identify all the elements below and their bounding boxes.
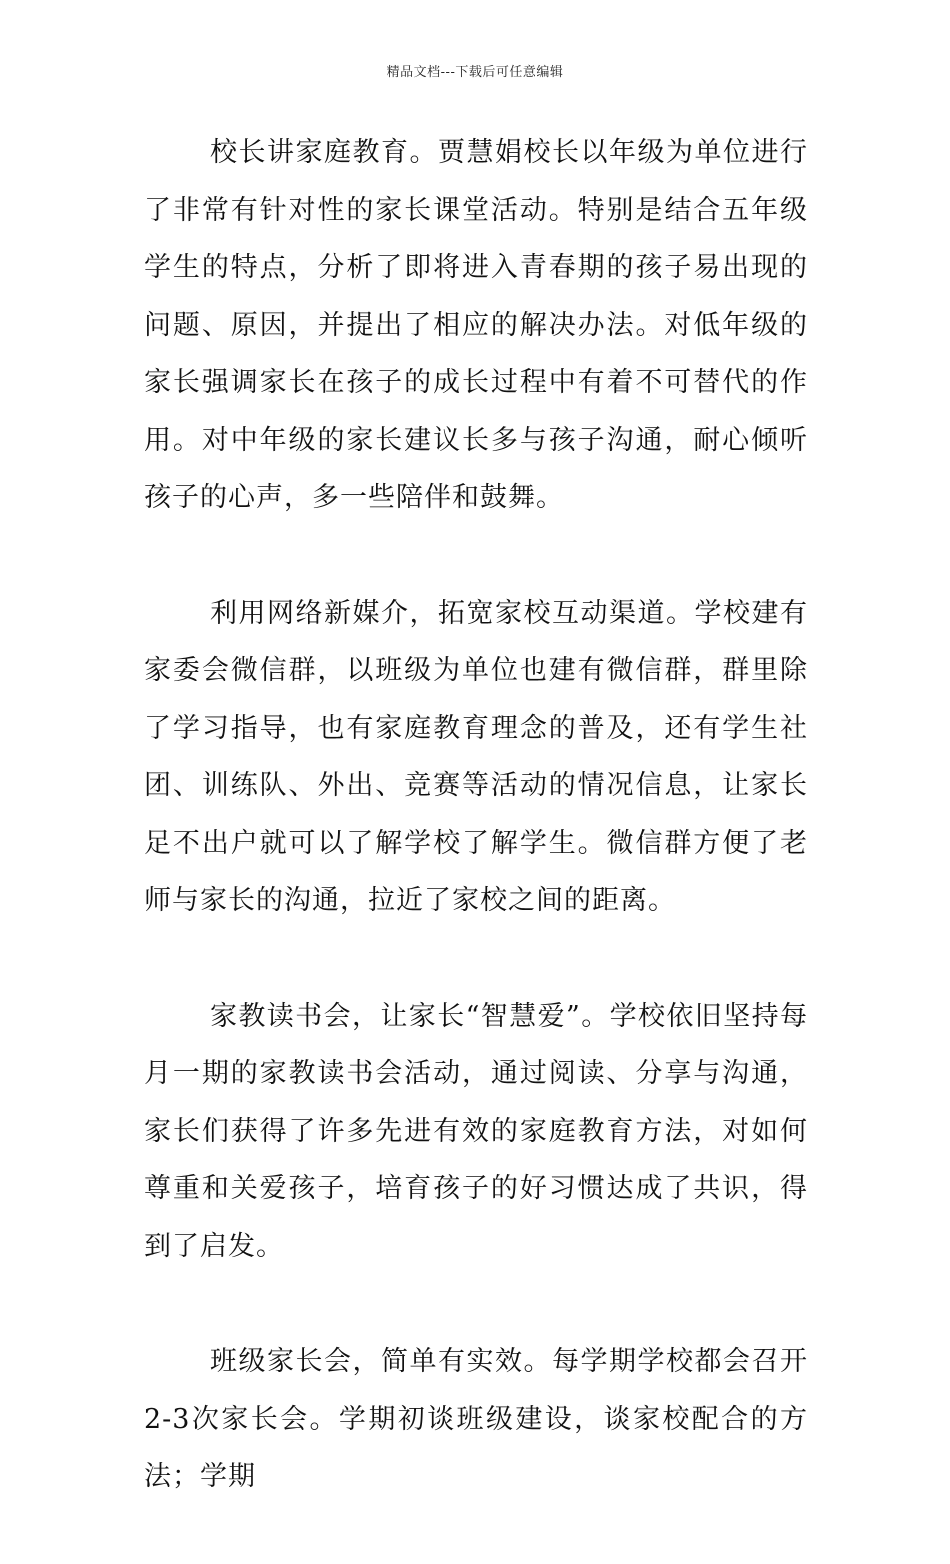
page-header: 精品文档---下载后可任意编辑 — [386, 65, 564, 80]
document-body — [144, 124, 808, 1564]
paragraph-principal-family-education: 校长讲家庭教育。贾慧娟校长以年级为单位进行了非常有针对性的家长课堂活动。特别是结合五年级学生的特点，分析了即将进入青春期的孩子易出现的问题、原因，并提出了相应的解决办法。对低年级的家长强调家长在孩子的成长过程中有着不可替代的作用。对中年级的家长建议长多与孩子沟通，耐心倾听孩子的心声，多一些陪伴和鼓舞。 — [144, 137, 808, 513]
paragraph-reading-club: 家教读书会，让家长“智慧爱”。学校依旧坚持每月一期的家教读书会活动，通过阅读、分享与沟通，家长们获得了许多先进有效的家庭教育方法，对如何尊重和关爱孩子，培育孩子的好习惯达成了共识，得到了启发。 — [144, 1000, 808, 1262]
paragraph-class-parent-meeting: 班级家长会，简单有实效。每学期学校都会召开2-3次家长会。学期初谈班级建设，谈家校配合的方法；学期 — [144, 1346, 808, 1492]
paragraph-network-media: 利用网络新媒介，拓宽家校互动渠道。学校建有家委会微信群，以班级为单位也建有微信群，群里除了学习指导，也有家庭教育理念的普及，还有学生社团、训练队、外出、竞赛等活动的情况信息，让家长足不出户就可以了解学校了解学生。微信群方便了老师与家长的沟通，拉近了家校之间的距离。 — [144, 597, 808, 916]
